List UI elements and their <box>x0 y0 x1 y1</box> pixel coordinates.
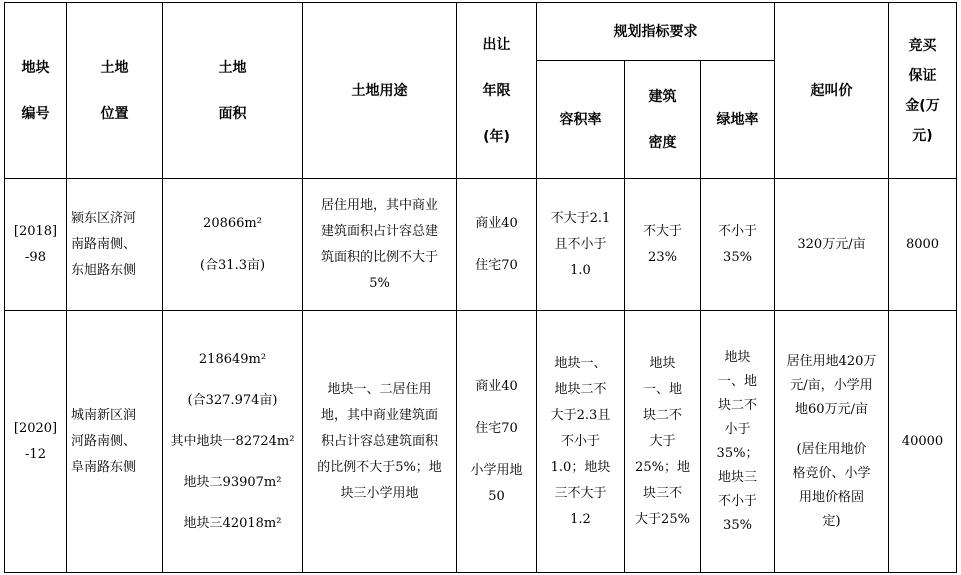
table-row <box>5 179 957 311</box>
cell-start-price: 320万元/亩 <box>775 179 889 311</box>
cell-area: 20866m² (合31.3亩) <box>163 179 303 311</box>
header-green-rate: 绿地率 <box>701 61 775 179</box>
cell-density: 不大于 23% <box>625 179 701 311</box>
cell-green-rate: 地块 一、地 块二不 小于 35%； 地块三 不小于 35% <box>701 311 775 573</box>
cell-green-rate: 不小于 35% <box>701 179 775 311</box>
cell-term: 商业40 住宅70 <box>457 179 537 311</box>
header-deposit: 竞买 保证 金(万 元) <box>889 3 957 179</box>
cell-start-price: 居住用地420万 元/亩，小学用 地60万元/亩 (居住用地价 格竞价、小学 用地价格固 定) <box>775 311 889 573</box>
cell-density: 地块 一、地 块二不 大于 25%；地 块三不 大于25% <box>625 311 701 573</box>
header-location: 土地 位置 <box>67 3 163 179</box>
cell-term: 商业40 住宅70 小学用地 50 <box>457 311 537 573</box>
cell-land-use: 居住用地，其中商业 建筑面积占计容总建 筑面积的比例不大于 5% <box>303 179 457 311</box>
header-term: 出让 年限 (年) <box>457 3 537 179</box>
header-far: 容积率 <box>537 61 625 179</box>
cell-location: 城南新区润 河路南侧、 阜南路东侧 <box>67 311 163 573</box>
cell-plot-id: [2018] -98 <box>5 179 67 311</box>
cell-far: 不大于2.1 且不小于 1.0 <box>537 179 625 311</box>
header-planning-requirements: 规划指标要求 <box>537 3 775 61</box>
header-start-price: 起叫价 <box>775 3 889 179</box>
cell-location: 颍东区济河 南路南侧、 东旭路东侧 <box>67 179 163 311</box>
header-land-use: 土地用途 <box>303 3 457 179</box>
cell-deposit: 40000 <box>889 311 957 573</box>
header-plot-id: 地块 编号 <box>5 3 67 179</box>
cell-deposit: 8000 <box>889 179 957 311</box>
header-density: 建筑 密度 <box>625 61 701 179</box>
table-row <box>5 311 957 573</box>
cell-plot-id: [2020] -12 <box>5 311 67 573</box>
land-auction-table <box>4 2 957 573</box>
cell-far: 地块一、 地块二不 大于2.3且 不小于 1.0；地块 三不大于 1.2 <box>537 311 625 573</box>
cell-land-use: 地块一、二居住用 地，其中商业建筑面 积占计容总建筑面积 的比例不大于5%；地 块三小学用地 <box>303 311 457 573</box>
header-area: 土地 面积 <box>163 3 303 179</box>
cell-area: 218649m² (合327.974亩) 其中地块一82724m² 地块二93907m² 地块三42018m² <box>163 311 303 573</box>
